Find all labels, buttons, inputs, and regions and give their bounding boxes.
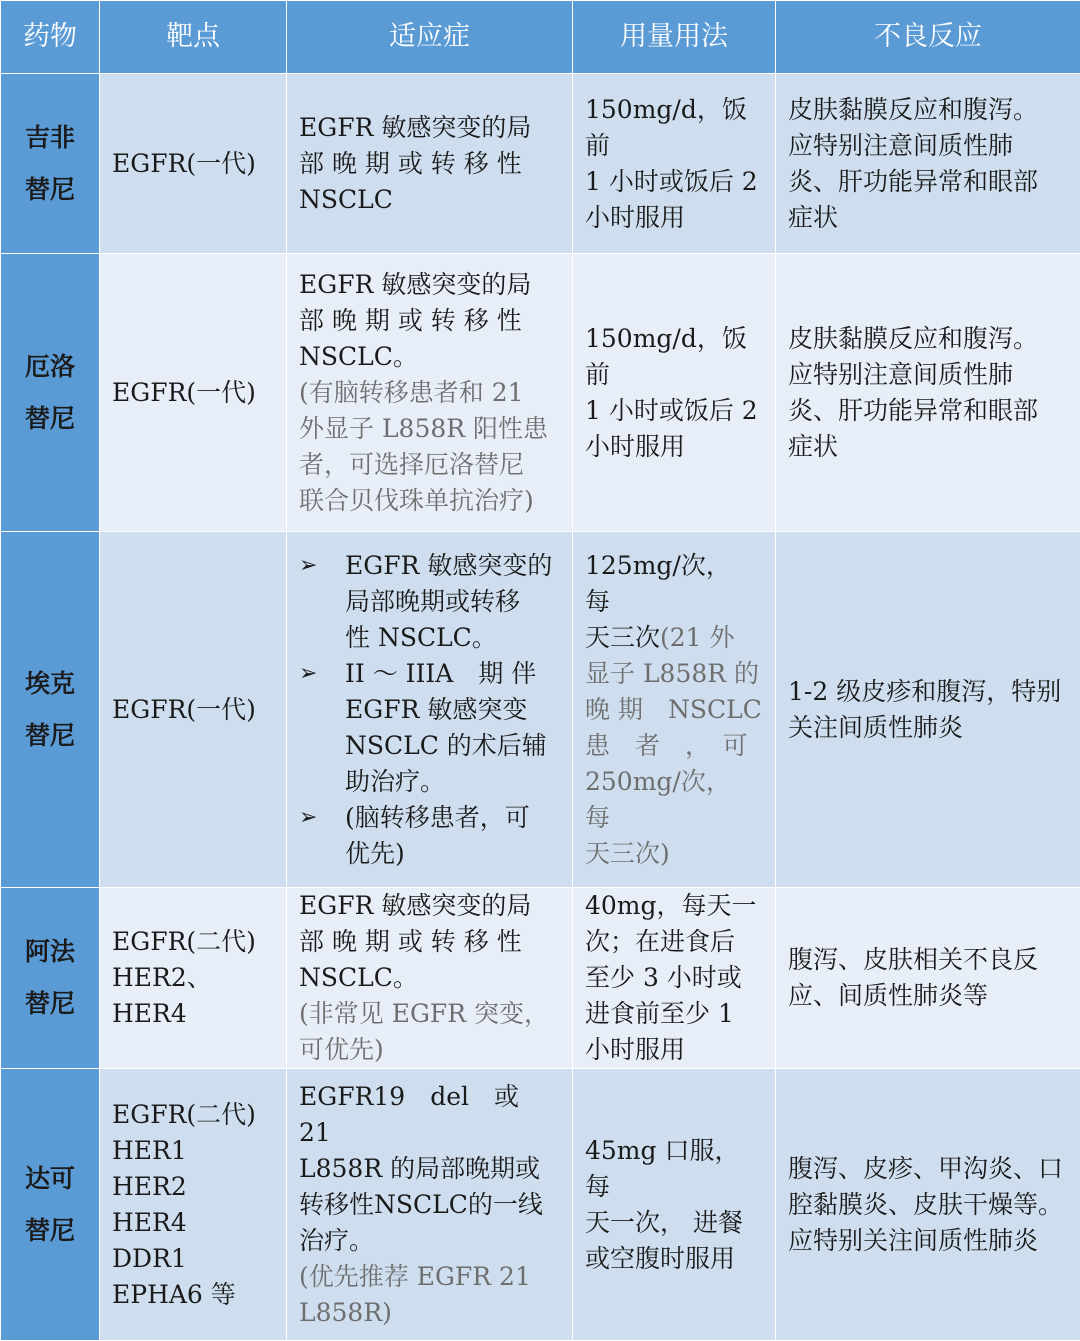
bullet-line: 性 NSCLC。 (345, 620, 560, 656)
target-line: HER4 (112, 1205, 274, 1241)
indication-line: 治疗。 (299, 1223, 560, 1259)
adverse-line: 腹泻、皮肤相关不良反 (788, 942, 1068, 978)
drug-name-part: 埃克 (9, 658, 91, 710)
adverse-cell (776, 254, 1080, 532)
indication-bullet (299, 800, 560, 872)
indication-line: EGFR19 del 或 21 (299, 1079, 560, 1151)
indication-line: EGFR 敏感突变的局 (299, 267, 560, 303)
dosage-line: 45mg 口服，每 (585, 1133, 763, 1205)
dosage-line: 次；在进食后 (585, 924, 763, 960)
dosage-line: 天三次 (585, 623, 660, 652)
target-line: EGFR(一代) (112, 692, 274, 728)
bullet-line: II ～ IIIA 期 伴 (345, 656, 560, 692)
indication-cell (287, 74, 573, 254)
adverse-cell (776, 888, 1080, 1069)
dosage-cell (573, 888, 776, 1069)
adverse-line: 应特别注意间质性肺 (788, 357, 1068, 393)
indication-cell (287, 254, 573, 532)
table-row-afatinib (1, 888, 1080, 1069)
indication-bullet-list (299, 548, 560, 872)
target-line: HER2 (112, 1169, 274, 1205)
adverse-line: 腹泻、皮疹、甲沟炎、口 (788, 1151, 1068, 1187)
adverse-line: 症状 (788, 429, 1068, 465)
dosage-line: 40mg，每天一 (585, 888, 763, 924)
bullet-line: 助治疗。 (345, 764, 560, 800)
indication-line: L858R 的局部晚期或 (299, 1151, 560, 1187)
drug-name-cell (1, 532, 100, 888)
indication-bullet (299, 656, 560, 800)
adverse-line: 皮肤黏膜反应和腹泻。 (788, 92, 1068, 128)
adverse-line: 应特别注意间质性肺 (788, 128, 1068, 164)
dosage-line: 进食前至少 1 (585, 996, 763, 1032)
target-line: EPHA6 等 (112, 1277, 274, 1313)
indication-note-line: (非常见 EGFR 突变， (299, 996, 560, 1032)
bullet-line: NSCLC 的术后辅 (345, 728, 560, 764)
dosage-line: 或空腹时服用 (585, 1241, 763, 1277)
bullet-line: EGFR 敏感突变 (345, 692, 560, 728)
target-line: EGFR(二代) (112, 1097, 274, 1133)
drug-name-part: 替尼 (9, 164, 91, 216)
drug-name-cell (1, 74, 100, 254)
adverse-line: 炎、肝功能异常和眼部 (788, 164, 1068, 200)
drug-name-cell (1, 888, 100, 1069)
dosage-line: 1 小时或饭后 2 (585, 393, 763, 429)
adverse-line: 1-2 级皮疹和腹泻，特别 (788, 674, 1068, 710)
dosage-line: 1 小时或饭后 2 (585, 164, 763, 200)
drug-name-part: 替尼 (9, 710, 91, 762)
bullet-line: EGFR 敏感突变的 (345, 548, 560, 584)
arrow-bullet-icon: ➢ (299, 800, 317, 836)
header-indication: 适应症 (287, 1, 573, 74)
table-header-row (1, 1, 1080, 74)
dosage-line: 至少 3 小时或 (585, 960, 763, 996)
dosage-line: 150mg/d，饭前 (585, 92, 763, 164)
target-line: EGFR(二代) (112, 924, 274, 960)
adverse-line: 症状 (788, 200, 1068, 236)
adverse-cell (776, 1069, 1080, 1341)
dosage-note-line: 患 者 ， 可 (585, 728, 763, 764)
drug-name-part: 替尼 (9, 978, 91, 1030)
dosage-cell (573, 74, 776, 254)
dosage-line: 150mg/d，饭前 (585, 321, 763, 393)
target-line: DDR1 (112, 1241, 274, 1277)
drug-name-part: 达可 (9, 1153, 91, 1205)
target-cell (100, 888, 287, 1069)
dosage-line: 小时服用 (585, 429, 763, 465)
indication-line: NSCLC。 (299, 960, 560, 996)
indication-cell (287, 888, 573, 1069)
adverse-line: 腔黏膜炎、皮肤干燥等。 (788, 1187, 1068, 1223)
dosage-line: 125mg/次， 每 (585, 548, 763, 620)
drug-name-part: 阿法 (9, 926, 91, 978)
indication-cell (287, 1069, 573, 1341)
bullet-line: 优先) (345, 836, 560, 872)
header-adverse-reactions: 不良反应 (776, 1, 1080, 74)
dosage-note-line: (21 外 (660, 623, 735, 652)
adverse-line: 应、间质性肺炎等 (788, 978, 1068, 1014)
target-cell (100, 532, 287, 888)
dosage-note-line: 250mg/次， 每 (585, 764, 763, 836)
target-cell (100, 1069, 287, 1341)
indication-note-line: 外显子 L858R 阳性患 (299, 411, 560, 447)
indication-note-line: (优先推荐 EGFR 21 (299, 1259, 560, 1295)
adverse-line: 关注间质性肺炎 (788, 710, 1068, 746)
dosage-line: 小时服用 (585, 200, 763, 236)
dosage-line: 天一次， 进餐 (585, 1205, 763, 1241)
drug-name-part: 厄洛 (9, 341, 91, 393)
indication-line: 部 晚 期 或 转 移 性 (299, 146, 560, 182)
indication-line: 转移性NSCLC的一线 (299, 1187, 560, 1223)
indication-line: NSCLC (299, 182, 560, 218)
drug-name-cell (1, 1069, 100, 1341)
table-row-dacomitinib (1, 1069, 1080, 1341)
drug-name-cell (1, 254, 100, 532)
adverse-line: 应特别关注间质性肺炎 (788, 1223, 1068, 1259)
indication-note-line: 可优先) (299, 1032, 560, 1068)
arrow-bullet-icon: ➢ (299, 656, 317, 692)
adverse-cell (776, 532, 1080, 888)
header-drug: 药物 (1, 1, 100, 74)
dosage-note-line: 晚 期 NSCLC (585, 692, 763, 728)
indication-line: 部 晚 期 或 转 移 性 (299, 924, 560, 960)
indication-cell (287, 532, 573, 888)
dosage-note-line: 显子 L858R 的 (585, 656, 763, 692)
dosage-cell (573, 1069, 776, 1341)
bullet-line: (脑转移患者，可 (345, 800, 560, 836)
adverse-line: 炎、肝功能异常和眼部 (788, 393, 1068, 429)
drug-name-part: 替尼 (9, 1205, 91, 1257)
indication-line: EGFR 敏感突变的局 (299, 888, 560, 924)
indication-bullet (299, 548, 560, 656)
dosage-note-line: 天三次) (585, 836, 763, 872)
indication-note-line: L858R) (299, 1295, 560, 1331)
drug-name-part: 吉非 (9, 112, 91, 164)
drug-name-part: 替尼 (9, 393, 91, 445)
bullet-line: 局部晚期或转移 (345, 584, 560, 620)
table-row-gefitinib (1, 74, 1080, 254)
target-line: EGFR(一代) (112, 375, 274, 411)
adverse-line: 皮肤黏膜反应和腹泻。 (788, 321, 1068, 357)
table-row-icotinib (1, 532, 1080, 888)
indication-note-line: (有脑转移患者和 21 (299, 375, 560, 411)
arrow-bullet-icon: ➢ (299, 548, 317, 584)
header-target: 靶点 (100, 1, 287, 74)
target-line: HER2、HER4 (112, 960, 274, 1032)
target-cell (100, 74, 287, 254)
indication-note-line: 者，可选择厄洛替尼 (299, 447, 560, 483)
dosage-line: 小时服用 (585, 1032, 763, 1068)
target-cell (100, 254, 287, 532)
target-line: HER1 (112, 1133, 274, 1169)
indication-line: 部 晚 期 或 转 移 性 (299, 303, 560, 339)
dosage-cell (573, 532, 776, 888)
indication-line: EGFR 敏感突变的局 (299, 110, 560, 146)
dosage-cell (573, 254, 776, 532)
table-row-erlotinib (1, 254, 1080, 532)
indication-note-line: 联合贝伐珠单抗治疗) (299, 483, 560, 519)
indication-line: NSCLC。 (299, 339, 560, 375)
header-dosage: 用量用法 (573, 1, 776, 74)
target-line: EGFR(一代) (112, 146, 274, 182)
adverse-cell (776, 74, 1080, 254)
